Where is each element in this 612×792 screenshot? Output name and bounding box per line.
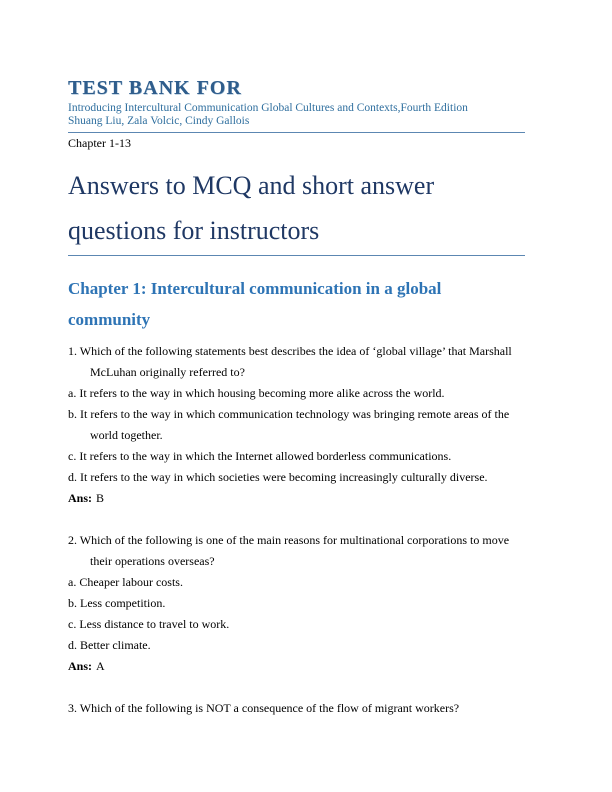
question-line: 3. Which of the following is NOT a consequence of the flow of migrant workers? xyxy=(68,701,460,715)
section-heading-line1: Chapter 1: Intercultural communication in a global xyxy=(68,279,442,298)
brand-title: TEST BANK FOR xyxy=(68,77,242,99)
document-title-line1: Answers to MCQ and short answer xyxy=(68,171,435,200)
option-line: d. Better climate. xyxy=(68,638,151,652)
book-info xyxy=(68,102,525,133)
option-line: a. It refers to the way in which housing becoming more alike across the world. xyxy=(68,386,445,400)
option-line: d. It refers to the way in which societies were becoming increasingly culturally diverse. xyxy=(68,470,488,484)
question-line: McLuhan originally referred to? xyxy=(90,365,245,379)
question-line: 2. Which of the following is one of the main reasons for multinational corporations to move xyxy=(68,533,510,547)
option-line: c. It refers to the way in which the Internet allowed borderless communications. xyxy=(68,449,452,463)
answer-value: B xyxy=(96,491,105,505)
answer-label: Ans: xyxy=(68,659,93,673)
option-line: world together. xyxy=(90,428,163,442)
answer-line xyxy=(68,488,540,509)
option-line: c. Less distance to travel to work. xyxy=(68,617,230,631)
book-title: Introducing Intercultural Communication Global Cultures and Contexts,Fourth Edition xyxy=(68,102,468,114)
question-1 xyxy=(68,341,540,509)
option-line: b. It refers to the way in which communication technology was bringing remote areas of the xyxy=(68,407,510,421)
option-line: b. Less competition. xyxy=(68,596,166,610)
answer-value: A xyxy=(96,659,105,673)
section-heading xyxy=(68,273,540,335)
question-2 xyxy=(68,530,540,677)
answer-label: Ans: xyxy=(68,491,93,505)
question-line: 1. Which of the following statements best describes the idea of ‘global village’ that Marshall xyxy=(68,344,512,358)
option-line: a. Cheaper labour costs. xyxy=(68,575,183,589)
chapter-range: Chapter 1-13 xyxy=(68,136,131,150)
document-title-line2: questions for instructors xyxy=(68,216,320,245)
document-title xyxy=(68,163,525,256)
section-heading-line2: community xyxy=(68,310,151,329)
question-line: their operations overseas? xyxy=(90,554,215,568)
test-bank-header xyxy=(68,76,540,150)
answer-line xyxy=(68,656,540,677)
book-authors: Shuang Liu, Zala Volcic, Cindy Gallois xyxy=(68,115,250,127)
question-3 xyxy=(68,698,540,719)
